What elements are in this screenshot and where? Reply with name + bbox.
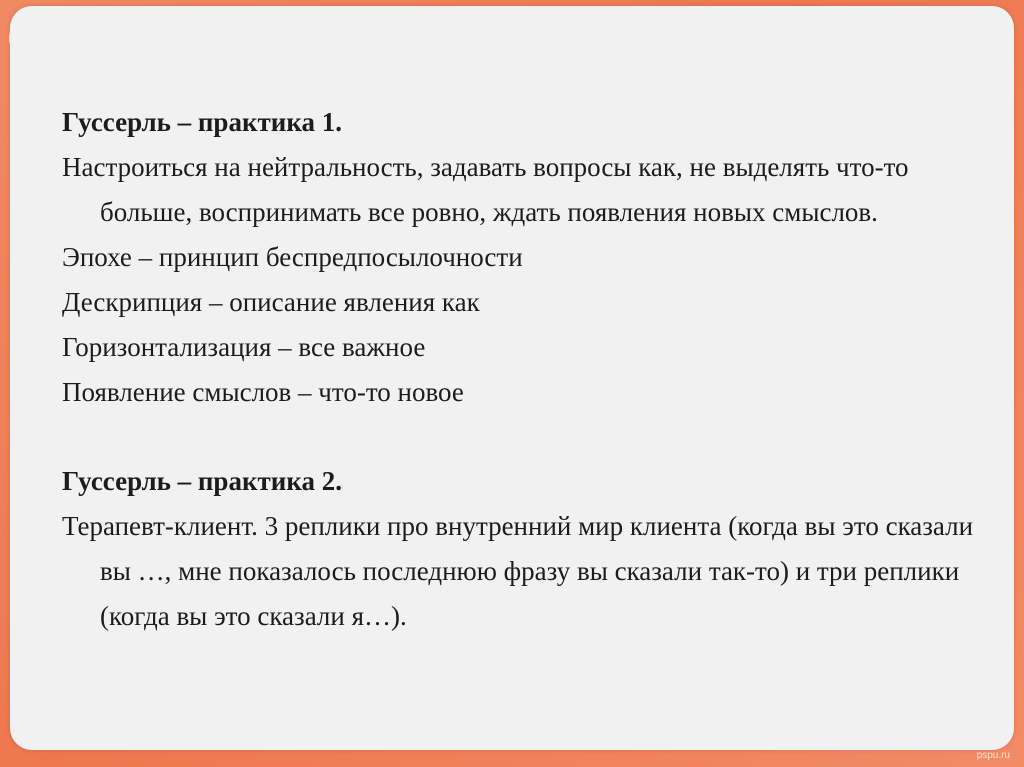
section-gap — [62, 415, 982, 459]
section-2-heading: Гуссерль – практика 2. — [62, 466, 342, 496]
section-1-paragraph-2: Эпохе – принцип беспредпосылочности — [62, 242, 523, 272]
section-1-paragraph-3: Дескрипция – описание явления как — [62, 287, 480, 317]
section-1-heading: Гуссерль – практика 1. — [62, 107, 342, 137]
footer-brand: pspu.ru — [976, 750, 1010, 761]
section-2-paragraph-1: Терапевт-клиент. 3 реплики про внутренний мир клиента (когда вы это сказали вы …, мне показалось последнюю фразу вы сказали так-то) и три реплики (когда вы это сказали я…). — [62, 511, 974, 631]
section-1-paragraph-5: Появление смыслов – что-то новое — [62, 377, 464, 407]
section-1-paragraph-4: Горизонтализация – все важное — [62, 332, 426, 362]
section-1-paragraph-1: Настроиться на нейтральность, задавать вопросы как, не выделять что-то больше, воспринимать все ровно, ждать появления новых смыслов. — [62, 152, 909, 227]
slide-content — [62, 100, 982, 639]
